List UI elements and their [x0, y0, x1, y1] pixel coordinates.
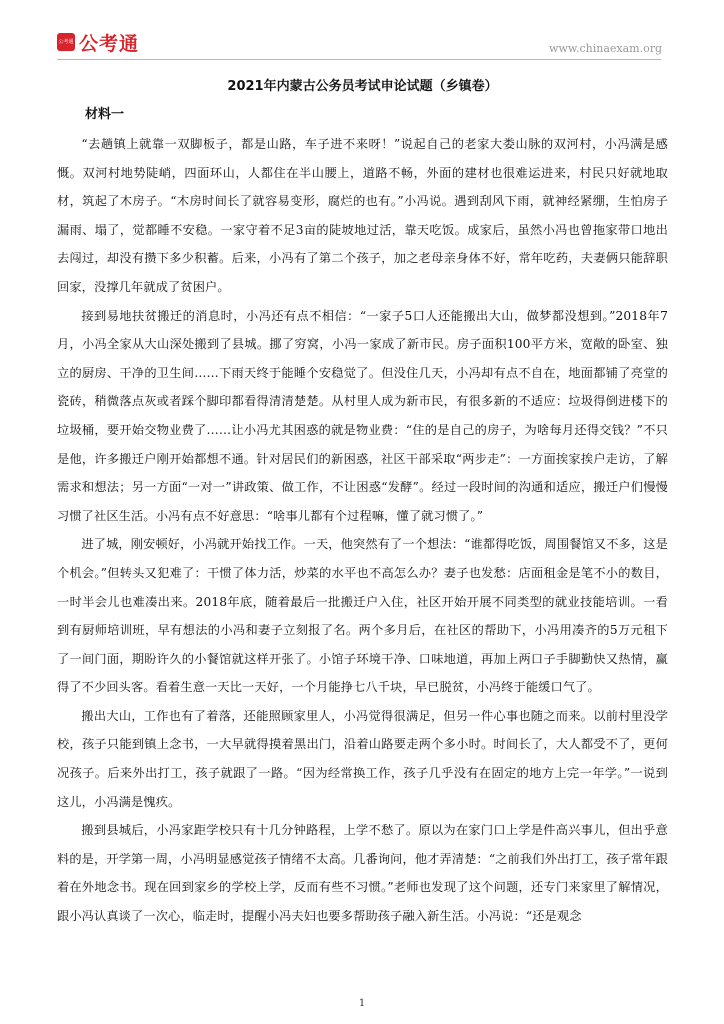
paragraph: 搬到县城后，小冯家距学校只有十几分钟路程，上学不愁了。原以为在家门口上学是件高兴事儿，但出乎意料的是，开学第一周，小冯明显感觉孩子情绪不太高。几番询问，他才弄清楚：“之前我们外出打工，孩子常年跟着在外地念书。现在回到家乡的学校上学，反而有些不习惯。”老师也发现了这个问题，还专门来家里了解情况，跟小冯认真谈了一次心，临走时，提醒小冯夫妇也要多帮助孩子融入新生活。小冯说：“还是观念: [57, 823, 668, 924]
document-title: 2021年内蒙古公务员考试申论试题（乡镇卷）: [227, 79, 498, 94]
paragraph: 进了城，刚安顿好，小冯就开始找工作。一天，他突然有了一个想法：“谁都得吃饭，周围餐馆又不多，这是个机会。”但转头又犯难了：干惯了体力活，炒菜的水平也不高怎么办？妻子也发愁：店面租金是笔不小的数目，一时半会儿也难凑出来。2018年底，随着最后一批搬迁户入住，社区开始开展不同类型的就业技能培训。一看到有厨师培训班，早有想法的小冯和妻子立刻报了名。两个多月后，在社区的帮助下，小冯用凑齐的5万元租下了一间门面，期盼许久的小餐馆就这样开张了。小馆子环境干净、口味地道，再加上两口子手脚勤快又热情，赢得了不少回头客。看着生意一天比一天好，一个月能挣七八千块，早已脱贫，小冯终于能缓口气了。: [57, 537, 668, 695]
page-number: 1: [358, 998, 366, 1009]
section-title: 材料一: [85, 107, 125, 122]
page-header: [0, 0, 724, 62]
logo-text: 公考通: [79, 33, 140, 55]
document-body: [57, 76, 668, 931]
logo-icon: 公考通: [57, 33, 75, 51]
site-url: www.chinaexam.org: [549, 42, 662, 55]
header-divider: [57, 59, 661, 60]
paragraph: 搬出大山，工作也有了着落，还能照顾家里人，小冯觉得很满足，但另一件心事也随之而来。以前村里没学校，孩子只能到镇上念书，一大早就得摸着黑出门，沿着山路要走两个多小时。时间长了，大人都受不了，更何况孩子。后来外出打工，孩子就跟了一路。“因为经常换工作，孩子几乎没有在固定的地方上完一年学。”一说到这儿，小冯满是愧疚。: [57, 708, 668, 809]
paragraph: “去趟镇上就靠一双脚板子，都是山路，车子进不来呀！”说起自己的老家大娄山脉的双河村，小冯满是感慨。双河村地势陡峭，四面环山，人都住在半山腰上，道路不畅，外面的建材也很难运进来，村民只好就地取材，筑起了木房子。“木房时间长了就容易变形，腐烂的也有。”小冯说。遇到刮风下雨，就神经紧绷，生怕房子漏雨、塌了，觉都睡不安稳。一家守着不足3亩的陡坡地过活，靠天吃饭。成家后，虽然小冯也曾拖家带口地出去闯过，却没有攒下多少积蓄。后来，小冯有了第二个孩子，加之老母亲身体不好，常年吃药，夫妻俩只能辞职回家，没撑几年就成了贫困户。: [57, 137, 668, 294]
paragraph: 接到易地扶贫搬迁的消息时，小冯还有点不相信：“一家子5口人还能搬出大山，做梦都没想到。”2018年7月，小冯全家从大山深处搬到了县城。挪了穷窝，小冯一家成了新市民。房子面积100平方米，宽敞的卧室、独立的厨房、干净的卫生间……下雨天终于能睡个安稳觉了。但没住几天，小冯却有点不自在，地面都铺了亮堂的瓷砖，稍微落点灰或者踩个脚印都看得清清楚楚。从村里人成为新市民，有很多新的不适应：垃圾得倒进楼下的垃圾桶，要开始交物业费了……让小冯尤其困惑的就是物业费：“住的是自己的房子，为啥每月还得交钱？”不只是他，许多搬迁户刚开始都想不通。针对居民们的新困惑，社区干部采取“两步走”：一方面挨家挨户走访，了解需求和想法；另一方面“一对一”讲政策、做工作，不让困惑“发酵”。经过一段时间的沟通和适应，搬迁户们慢慢习惯了社区生活。小冯有点不好意思：“啥事儿都有个过程嘛，懂了就习惯了。”: [57, 308, 668, 523]
